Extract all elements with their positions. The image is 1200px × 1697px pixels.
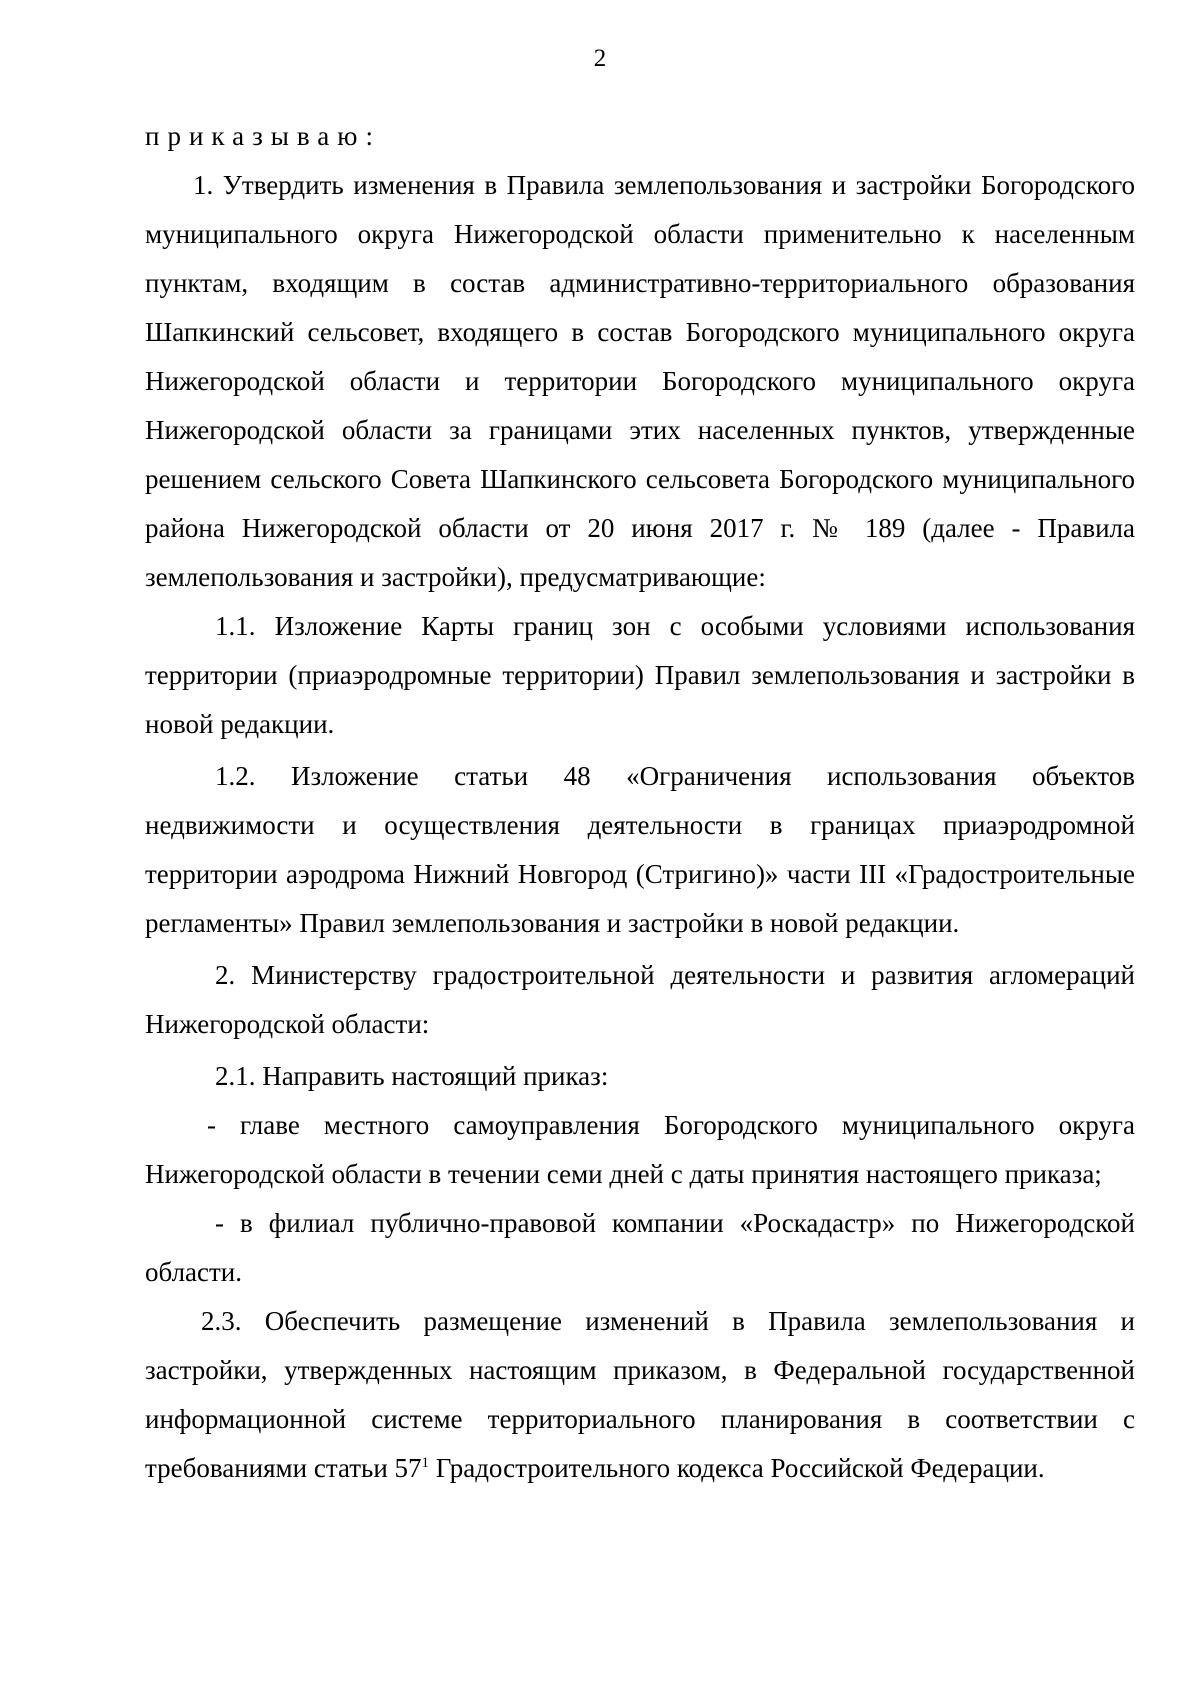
paragraph-1-2: 1.2. Изложение статьи 48 «Ограничения использования объектов недвижимости и осуществления деятельности в границах приаэродромной территории аэродрома Нижний Новгород (Стригино)» части III «Градостроительные регламенты» Правил землепользования и застройки в новой редакции. — [145, 761, 1135, 938]
page-number: 2 — [593, 45, 607, 72]
paragraph-2-3-end: Градостроительного кодекса Российской Федерации. — [429, 1453, 1045, 1483]
paragraph-2-1: 2.1. Направить настоящий приказ: — [215, 1061, 609, 1091]
article-superscript: 1 — [421, 1455, 430, 1471]
paragraph-1: 1. Утвердить изменения в Правила землепользования и застройки Богородского муниципального округа Нижегородской области применительно к населенным пунктам, входящим в состав административно-территориального образования Шапкинский сельсовет, входящего в состав Богородского муниципального округа Нижегородской области и территории Богородского муниципального округа Нижегородской области за границами этих населенных пунктов, утвержденные решением сельского Совета Шапкинского сельсовета Богородского муниципального района Нижегородской области от 20 июня 2017 г. № 189 (далее - Правила землепользования и застройки), предусматривающие: — [145, 170, 1135, 592]
paragraph-2-3-text: 2.3. Обеспечить размещение изменений в Правила землепользования и застройки, утвержденных настоящим приказом, в Федеральной государственной информационной системе территориального планирования в соответствии с требованиями статьи 57 — [145, 1306, 1135, 1483]
order-word: приказываю: — [145, 121, 381, 151]
document-body — [145, 112, 1135, 1493]
paragraph-2-3 — [145, 1297, 1135, 1493]
paragraph-2: 2. Министерству градостроительной деятельности и развития агломераций Нижегородской области: — [145, 960, 1135, 1039]
paragraph-2-1-b: - в филиал публично-правовой компании «Роскадастр» по Нижегородской области. — [145, 1208, 1135, 1287]
paragraph-2-1-a: - главе местного самоуправления Богородского муниципального округа Нижегородской области в течении семи дней с даты принятия настоящего приказа; — [145, 1110, 1135, 1189]
paragraph-1-1: 1.1. Изложение Карты границ зон с особыми условиями использования территории (приаэродромные территории) Правил землепользования и застройки в новой редакции. — [145, 611, 1135, 739]
